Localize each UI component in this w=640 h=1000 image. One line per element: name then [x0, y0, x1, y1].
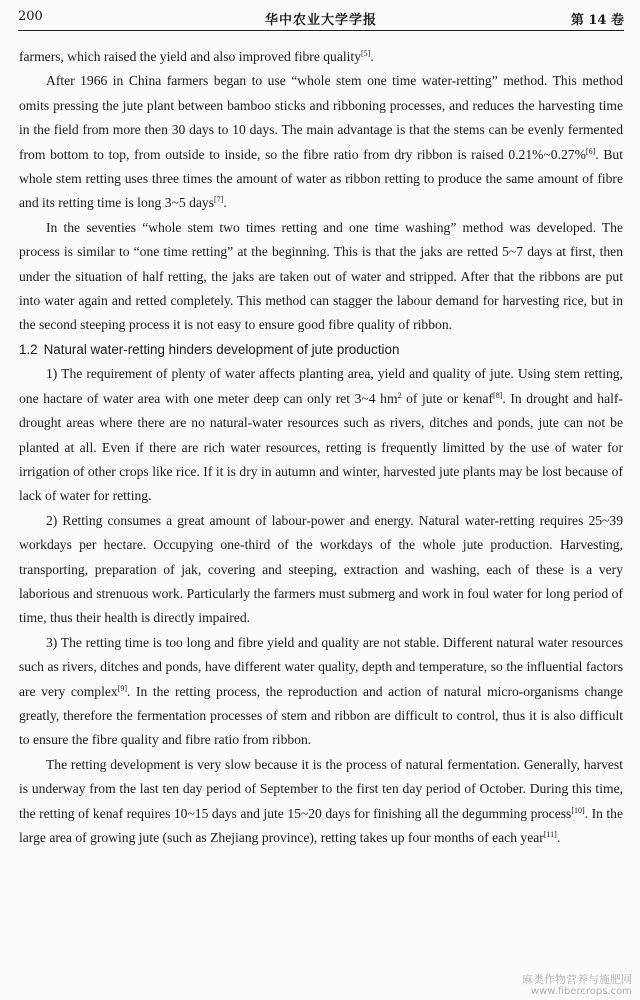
paragraph [19, 216, 623, 338]
paragraph-text: farmers, which raised the yield and also improved fibre quality [19, 49, 362, 64]
paragraph [19, 69, 623, 215]
paragraph-text: of jute or kenaf [401, 390, 494, 406]
paragraph-text: 2) Retting consumes a great amount of labour-power and energy. Natural water-retting requires 25~39 workdays per hectare. Occupying one-third of the workdays of the whole jute production. Harvesting, transporting, preparation of jak, covering and steeping, extraction and washing, each of these is a very laborious and strenuous work. Particularly the farmers must submerg and work in foul water for long period of time, thus their health is directly impaired. [19, 512, 623, 626]
paragraph-text: . In the retting process, the reproduction and action of natural micro-organisms change greatly, therefore the fermentation processes of stem and ribbon are difficult to control, thus it is also difficult to ensure the fibre quality and fibre ratio from ribbon. [19, 683, 623, 748]
paragraph-text: . In the large area of growing jute (such as Zhejiang province), retting takes up four months of each year [19, 805, 623, 845]
paragraph-text: 3) The retting time is too long and fibre yield and quality are not stable. Different natural water resources such as rivers, ditches and ponds, have different water quality, depth and temperature, so the influential factors are very complex [19, 634, 623, 699]
citation: [9] [117, 683, 127, 693]
paragraph [19, 45, 623, 69]
journal-title: 华中农业大学学报 [264, 13, 377, 28]
citation: [10] [571, 805, 585, 815]
paragraph [19, 753, 623, 851]
citation: [11] [543, 830, 557, 839]
paragraph-text: . [556, 830, 561, 845]
citation: [8] [493, 390, 503, 400]
watermark-url: www.fibercrops.com [530, 986, 632, 997]
paragraph-text: In the seventies “whole stem two times retting and one time washing” method was developed. The process is similar to “one time retting” at the beginning. This is that the jaks are retted 5~7 days at first, then under the situation of half retting, the jaks are taken out of water and stripped. After that the ribbons are put into water again and retted completely. This method can stagger the labour demand for harvesting rice, but in the second steeping process it is not easy to ensure good fibre quality of ribbon. [19, 219, 623, 333]
paragraph-text: . [370, 49, 374, 64]
paragraph-text: The retting development is very slow because it is the process of natural fermentation. Generally, harvest is underway from the last ten day period of September to the first ten day period of October. During this time, the retting of kenaf requires 10~15 days and jute 15~20 days for finishing all the degumming process [19, 756, 623, 821]
citation: [5] [361, 49, 371, 58]
paragraph-text: . In drought and half-drought areas where there are no natural-water resources such as rivers, ditches and ponds, jute can not be planted at all. Even if there are rich water resources, retting is frequently limitted by the use of water for irrigation of other crops like rice. If it is dry in autumn and winter, harvested jute plants may be lost because of lack of water for retting. [19, 390, 623, 504]
section-title: Natural water-retting hinders development of jute production [43, 341, 400, 357]
paragraph [19, 362, 623, 508]
paragraph-text: . [223, 195, 227, 211]
paragraph [19, 631, 623, 753]
paragraph-text: 1) The requirement of plenty of water affects planting area, yield and quality of jute. Using stem retting, one hactare of water area with one meter deep can only ret 3~4 hm [19, 366, 623, 406]
paragraph [19, 509, 623, 631]
paragraph-text: . But whole stem retting uses three times the amount of water as ribbon retting to produce the same amount of fibre and its retting time is long 3~5 days [19, 146, 623, 211]
page-number: 200 [18, 9, 43, 24]
section-number: 1.2 [19, 341, 38, 357]
paragraph-text: After 1966 in China farmers began to use “whole stem one time water-retting” method. This method omits pressing the jute plant between bamboo sticks and ribboning processes, and reduces the harvesting time in the field from more then 30 days to 10 days. The main advantage is that the stems can be evenly fermented from bottom to top, from outside to inside, so the fibre ratio from dry ribbon is raised 0.21%~0.27% [19, 73, 623, 162]
article-body [19, 45, 623, 850]
superscript: 2 [397, 390, 402, 400]
running-head [18, 8, 624, 31]
citation: [7] [214, 195, 224, 205]
citation: [6] [585, 146, 596, 156]
watermark [522, 973, 632, 998]
volume-label: 第 14 卷 [570, 13, 624, 28]
watermark-name: 麻类作物营养与施肥网 [522, 973, 632, 986]
section-heading [19, 338, 623, 362]
